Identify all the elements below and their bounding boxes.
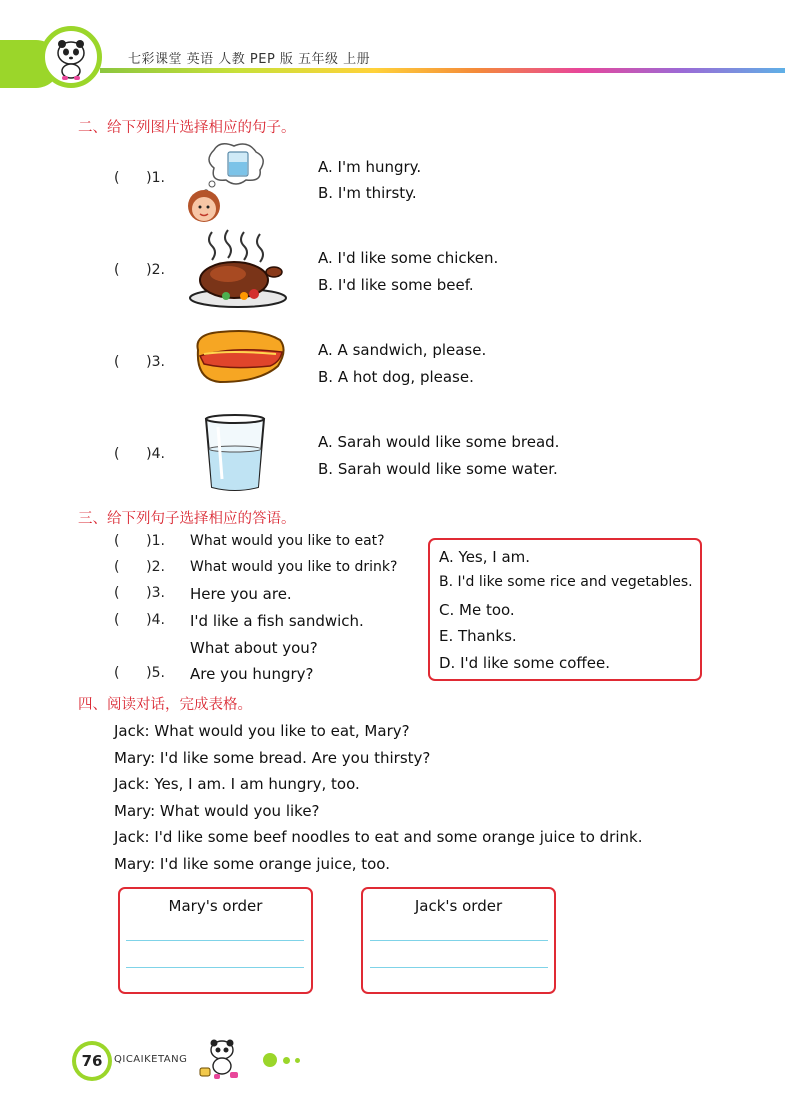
mary-order-line-2[interactable] <box>126 967 304 968</box>
answer-blank[interactable]: ( )3. <box>114 585 165 601</box>
answer-blank[interactable]: ( )1. <box>114 533 165 549</box>
roast-chicken-picture <box>188 228 290 310</box>
answer-blank[interactable]: ( )2. <box>114 262 165 278</box>
header-rainbow-rule <box>100 68 785 73</box>
hot-dog-picture <box>190 326 288 388</box>
mary-order-label: Mary's order <box>168 897 263 915</box>
answer-blank[interactable]: ( )2. <box>114 559 165 575</box>
section3-title: 三、给下列句子选择相应的答语。 <box>78 511 296 527</box>
option-a: A. Sarah would like some bread. <box>318 433 560 451</box>
question-text: Are you hungry? <box>190 665 314 683</box>
decor-dot-large <box>263 1053 277 1067</box>
answer-option: A. Yes, I am. <box>439 548 531 566</box>
panda-mascot-icon <box>45 31 97 83</box>
answer-blank[interactable]: ( )4. <box>114 446 165 462</box>
dialogue-line: Mary: I'd like some bread. Are you thirsty? <box>114 749 431 767</box>
panda-footer-icon <box>196 1036 246 1082</box>
decor-dot-medium <box>283 1057 290 1064</box>
dialogue-line: Mary: I'd like some orange juice, too. <box>114 855 390 873</box>
option-a: A. A sandwich, please. <box>318 341 487 359</box>
mascot-badge <box>40 26 102 88</box>
answer-option: D. I'd like some coffee. <box>439 654 610 672</box>
thirsty-girl-picture <box>186 138 268 222</box>
jack-order-line-2[interactable] <box>370 967 548 968</box>
dialogue-line: Jack: Yes, I am. I am hungry, too. <box>114 775 360 793</box>
question-text: What would you like to eat? <box>190 533 385 549</box>
jack-order-line-1[interactable] <box>370 940 548 941</box>
answer-blank[interactable]: ( )4. <box>114 612 165 628</box>
question-text: What would you like to drink? <box>190 559 398 575</box>
option-a: A. I'd like some chicken. <box>318 249 499 267</box>
answer-option: E. Thanks. <box>439 627 517 645</box>
question-text: What about you? <box>190 639 318 657</box>
dialogue-line: Jack: I'd like some beef noodles to eat and some orange juice to drink. <box>114 828 643 846</box>
question-text: Here you are. <box>190 585 292 603</box>
answer-blank[interactable]: ( )3. <box>114 354 165 370</box>
mary-order-line-1[interactable] <box>126 940 304 941</box>
item-number: 1. <box>151 170 165 186</box>
answer-blank[interactable]: ( )5. <box>114 665 165 681</box>
option-b: B. I'm thirsty. <box>318 184 417 202</box>
answer-option: B. I'd like some rice and vegetables. <box>439 574 693 590</box>
answer-blank[interactable]: ( )1. <box>114 170 165 186</box>
item-number: 4. <box>151 446 165 462</box>
answer-option: C. Me too. <box>439 601 515 619</box>
header-title: 七彩课堂 英语 人教 PEP 版 五年级 上册 <box>128 52 371 67</box>
footer-brand: QICAIKETANG <box>114 1054 188 1065</box>
page-number: 76 <box>81 1052 103 1070</box>
question-text: I'd like a fish sandwich. <box>190 612 364 630</box>
option-a: A. I'm hungry. <box>318 158 422 176</box>
glass-of-water-picture <box>202 413 268 493</box>
dialogue-line: Jack: What would you like to eat, Mary? <box>114 722 410 740</box>
dialogue-line: Mary: What would you like? <box>114 802 320 820</box>
section2-title: 二、给下列图片选择相应的句子。 <box>78 120 296 136</box>
option-b: B. Sarah would like some water. <box>318 460 558 478</box>
decor-dot-small <box>295 1058 300 1063</box>
section4-title: 四、阅读对话，完成表格。 <box>78 697 252 713</box>
option-b: B. A hot dog, please. <box>318 368 474 386</box>
item-number: 2. <box>151 262 165 278</box>
jack-order-label: Jack's order <box>414 897 503 915</box>
item-number: 3. <box>151 354 165 370</box>
option-b: B. I'd like some beef. <box>318 276 474 294</box>
